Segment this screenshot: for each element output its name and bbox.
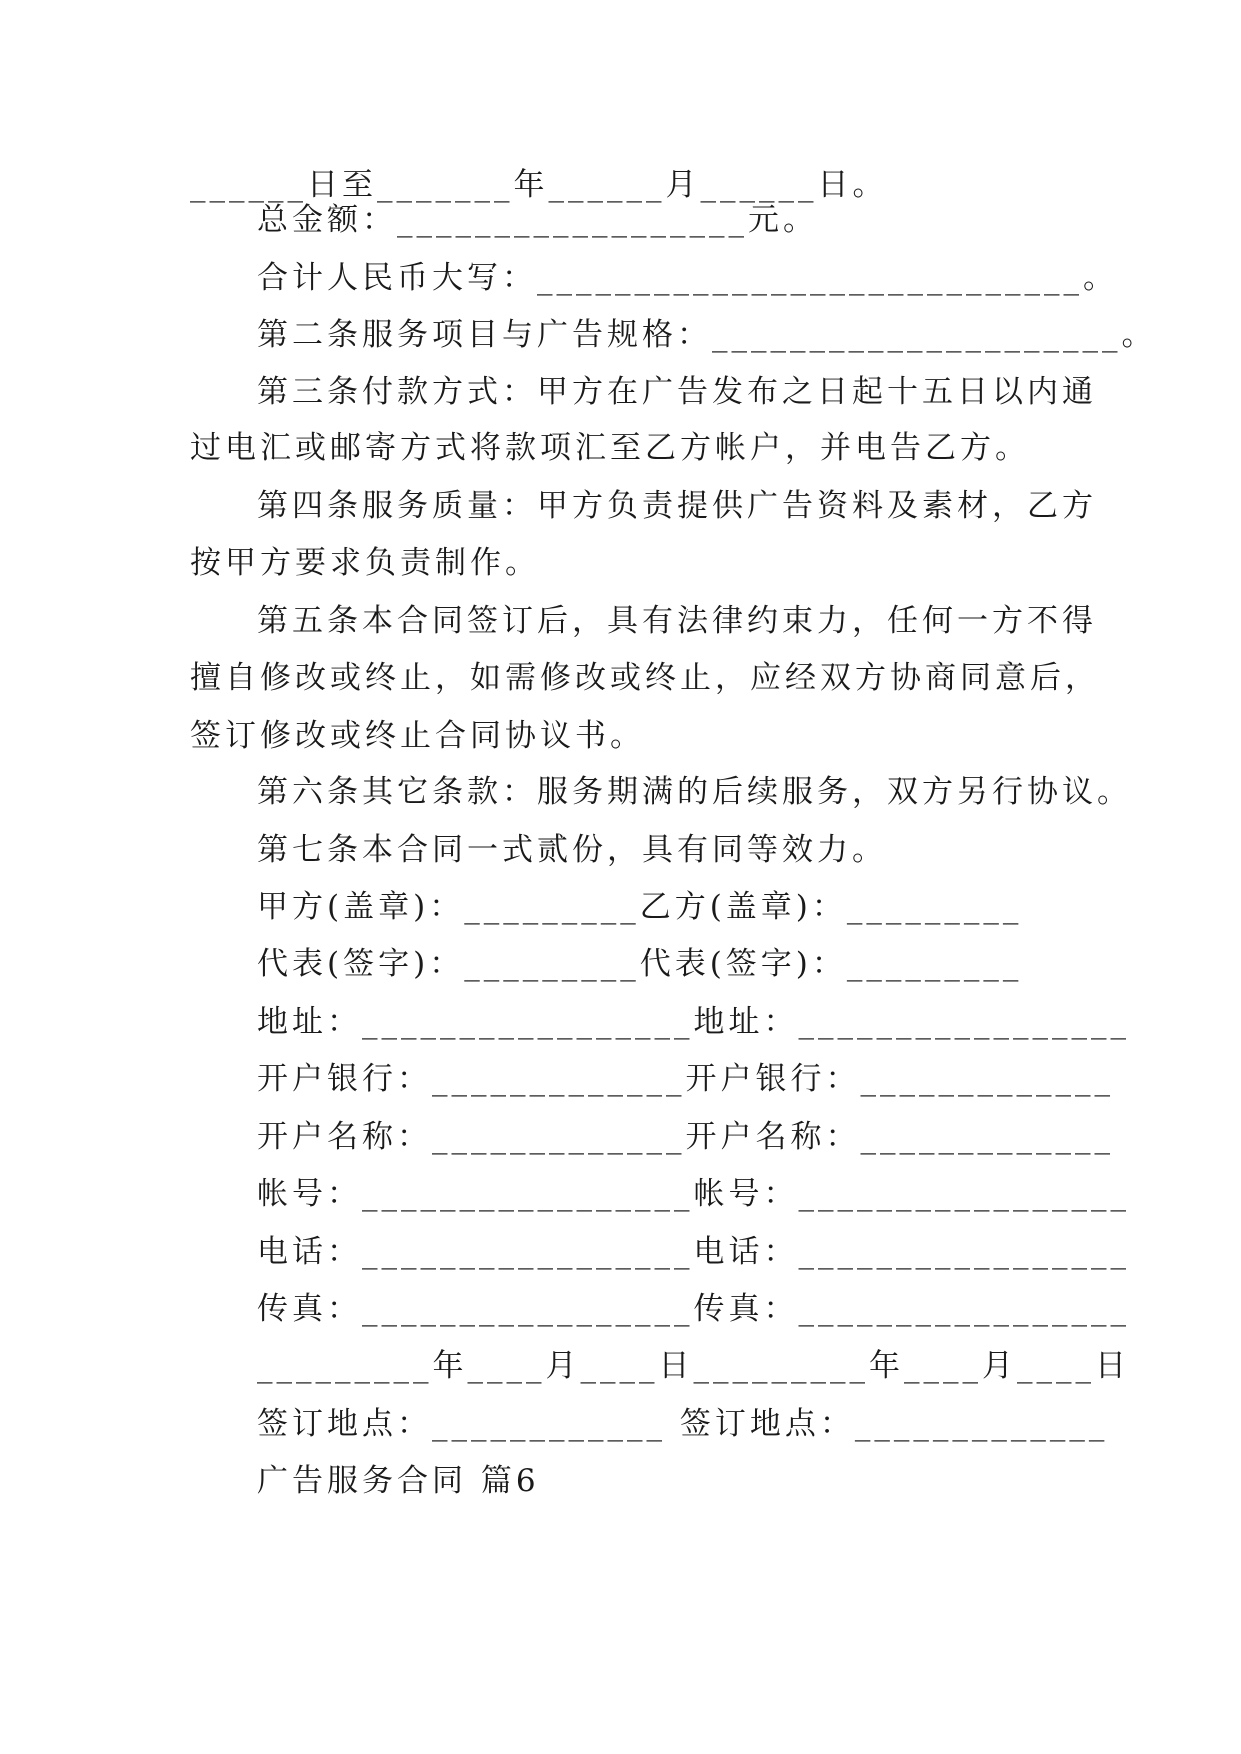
text-line: 帐号：_________________帐号：_________________ <box>257 1176 1130 1212</box>
text-line: 第五条本合同签订后，具有法律约束力，任何一方不得 <box>257 603 1097 639</box>
text-line: 签订修改或终止合同协议书。 <box>190 718 645 754</box>
text-line: 传真：_________________传真：_________________ <box>257 1291 1130 1327</box>
text-line: 开户名称：_____________开户名称：_____________ <box>257 1119 1114 1155</box>
text-line: 签订地点：____________ 签订地点：_____________ <box>257 1406 1109 1442</box>
text-line: 代表(签字)：_________代表(签字)：_________ <box>257 946 1023 982</box>
text-line: 总金额：__________________元。 <box>257 202 818 238</box>
text-line: 第二条服务项目与广告规格：_____________________。 <box>257 317 1157 353</box>
text-line: 合计人民币大写：____________________________。 <box>257 260 1118 296</box>
text-line: _________年____月____日_________年____月____日 <box>257 1348 1130 1384</box>
text-line: 开户银行：_____________开户银行：_____________ <box>257 1061 1114 1097</box>
text-line: 过电汇或邮寄方式将款项汇至乙方帐户，并电告乙方。 <box>190 430 1030 466</box>
text-line: 第七条本合同一式贰份，具有同等效力。 <box>257 832 887 868</box>
text-line: ______日至_______年______月______日。 <box>190 167 888 203</box>
text-line: 第四条服务质量：甲方负责提供广告资料及素材，乙方 <box>257 488 1097 524</box>
text-line: 地址：_________________地址：_________________ <box>257 1004 1130 1040</box>
text-line: 第六条其它条款：服务期满的后续服务，双方另行协议。 <box>257 774 1132 810</box>
text-line: 擅自修改或终止，如需修改或终止，应经双方协商同意后， <box>190 660 1100 696</box>
text-line: 广告服务合同 篇6 <box>257 1463 540 1499</box>
text-line: 第三条付款方式：甲方在广告发布之日起十五日以内通 <box>257 374 1097 410</box>
text-line: 电话：_________________电话：_________________ <box>257 1234 1130 1270</box>
text-line: 甲方(盖章)：_________乙方(盖章)：_________ <box>257 889 1023 925</box>
text-line: 按甲方要求负责制作。 <box>190 545 540 581</box>
